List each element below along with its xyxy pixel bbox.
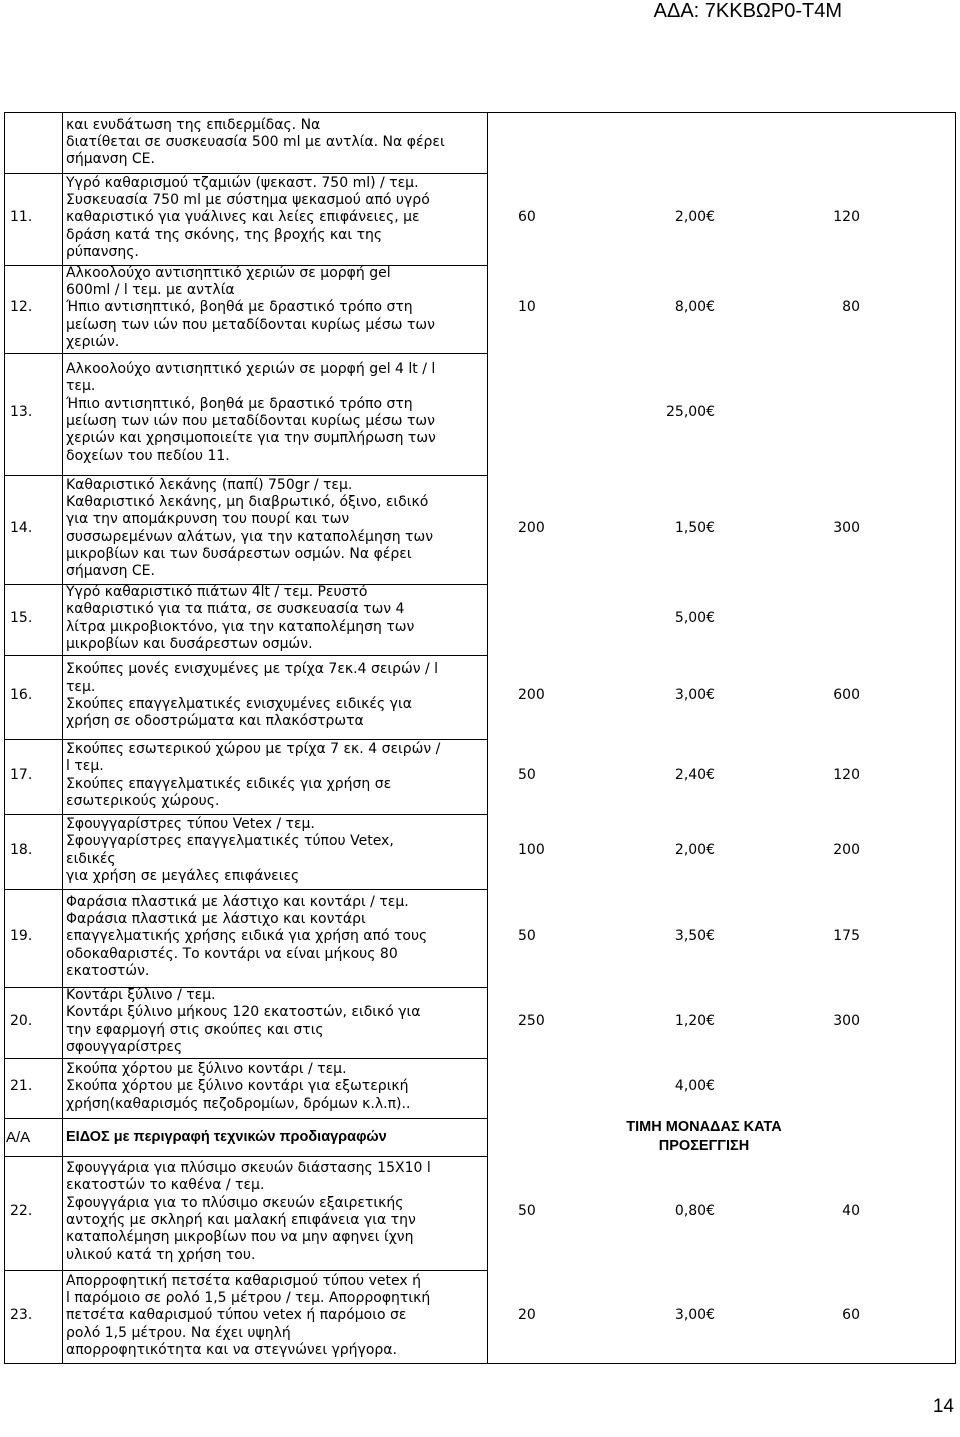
total-cell: 40 <box>842 1203 860 1219</box>
description-line: Ήπιο αντισηπτικό, βοηθά με δραστικό τρόπο στη <box>66 395 413 412</box>
description-line: μείωση των ιών που μεταδίδονται κυρίως μέσω των <box>66 413 435 429</box>
total-cell: 300 <box>833 1012 860 1029</box>
description-line: τεμ. <box>66 678 96 695</box>
description-line: Σφουγγαρίστρες τύπου Vetex / τεμ. <box>66 815 315 832</box>
unit-price-cell: 2,00€ <box>674 209 715 225</box>
quantity-cell: 200 <box>518 687 545 703</box>
description-line: μικροβίων και των δυσάρεστων οσμών. Να φέρει <box>66 545 412 562</box>
description-line: οδοκαθαριστές. Το κοντάρι να είναι μήκους 80 <box>66 945 398 962</box>
description-line: 600ml / l τεμ. με αντλία <box>66 282 235 299</box>
description-line: Καθαριστικό λεκάνης, μη διαβρωτικό, όξινο, ειδικό <box>66 493 429 510</box>
description-line: μείωση των ιών που μεταδίδονται κυρίως μέσω των <box>66 316 435 333</box>
row-divider <box>4 1270 488 1271</box>
header-unit-price <box>606 1118 802 1156</box>
description-line: ειδικές <box>66 850 116 867</box>
description-line: αντοχής με σκληρή και μαλακή επιφάνεια για την <box>66 1212 416 1228</box>
unit-price-cell: 3,50€ <box>674 928 715 944</box>
document-ada-code: ΑΔΑ: 7ΚΚΒΩΡ0-Τ4Μ <box>653 0 842 22</box>
description-line: δράση κατά της σκόνης, της βροχής και της <box>66 226 383 243</box>
description-line: για χρήση σε μεγάλες επιφάνειες <box>66 867 300 884</box>
description-line: Απορροφητική πετσέτα καθαρισμού τύπου vetex ή <box>66 1272 421 1289</box>
description-line: σήμανση CE. <box>66 151 155 168</box>
quantity-cell: 50 <box>518 928 536 944</box>
row-divider <box>4 1118 488 1119</box>
description-line: Συσκευασία 750 ml με σύστημα ψεκασμού από υγρό <box>66 192 430 209</box>
description-line: καταπολέμηση μικροβίων που να μην αφηνει ίχνη <box>66 1229 414 1246</box>
description-line: καθαριστικό για τα πιάτα, σε συσκευασία των 4 <box>66 601 405 618</box>
description-line: μικροβίων και δυσάρεστων οσμών. <box>66 635 313 652</box>
row-number: 23. <box>10 1307 33 1323</box>
quantity-cell: 20 <box>518 1307 536 1323</box>
total-cell: 200 <box>833 841 860 858</box>
unit-price-cell: 0,80€ <box>674 1203 715 1219</box>
description-line: l τεμ. <box>66 758 104 775</box>
description-line: Σφουγγαρίστρες επαγγελματικές τύπου Vetex, <box>66 833 394 850</box>
description-line: Υγρό καθαρισμού τζαμιών (ψεκαστ. 750 ml) / τεμ. <box>66 174 419 191</box>
description-line: απορροφητικότητα και να στεγνώνει γρήγορα. <box>66 1341 397 1358</box>
description-line: χεριών. <box>66 333 120 350</box>
page-number: 14 <box>932 1396 954 1417</box>
header-description: ΕΙΔΟΣ με περιγραφή τεχνικών προδιαγραφών <box>66 1129 387 1145</box>
header-unit-price-line1: ΤΙΜΗ ΜΟΝΑΔΑΣ ΚΑΤΑ <box>626 1119 782 1135</box>
quantity-cell: 60 <box>518 209 536 225</box>
row-divider <box>4 1156 488 1157</box>
unit-price-cell: 5,00€ <box>674 609 715 626</box>
description-line: Σκούπες επαγγελματικές ενισχυμένες ειδικές για <box>66 696 412 712</box>
description-line: Φαράσια πλαστικά με λάστιχο και κοντάρι / τεμ. <box>66 893 409 910</box>
description-line: Αλκοολούχο αντισηπτικό χεριών σε μορφή gel 4 lt / l <box>66 361 436 378</box>
row-divider <box>4 353 488 354</box>
description-line: ρολό 1,5 μέτρου. Να έχει υψηλή <box>66 1324 291 1341</box>
row-divider <box>4 814 488 815</box>
description-line: l παρόμοιο σε ρολό 1,5 μέτρου / τεμ. Απορροφητική <box>66 1290 431 1307</box>
description-line: και ενυδάτωση της επιδερμίδας. Να <box>66 116 321 133</box>
quantity-cell: 50 <box>518 1203 536 1219</box>
row-number: 11. <box>10 209 33 225</box>
quantity-cell: 10 <box>518 299 536 315</box>
quantity-cell: 250 <box>518 1012 545 1029</box>
description-line: εσωτερικούς χώρους. <box>66 792 220 809</box>
total-cell: 80 <box>842 299 860 315</box>
description-line: Σκούπα χόρτου με ξύλινο κοντάρι / τεμ. <box>66 1061 347 1078</box>
description-line: εκατοστών το καθένα / τεμ. <box>66 1177 265 1194</box>
quantity-cell: 100 <box>518 841 545 858</box>
row-number: 21. <box>10 1078 33 1094</box>
total-cell: 300 <box>833 519 860 536</box>
row-number: 13. <box>10 404 33 420</box>
description-line: καθαριστικό για γυάλινες και λείες επιφάνειες, με <box>66 209 420 226</box>
row-number: 20. <box>10 1012 33 1029</box>
row-number: 18. <box>10 841 33 858</box>
unit-price-cell: 25,00€ <box>666 404 715 420</box>
description-line: επαγγελματικής χρήσης ειδικά για χρήση από τους <box>66 928 428 945</box>
quantity-cell: 50 <box>518 766 536 783</box>
description-line: δοχείων του πεδίου 11. <box>66 447 230 464</box>
row-number: 12. <box>10 299 33 315</box>
total-cell: 120 <box>833 766 860 783</box>
description-line: Φαράσια πλαστικά με λάστιχο και κοντάρι <box>66 911 366 928</box>
description-line: χρήση(καθαρισμός πεζοδρομίων, δρόμων κ.λ.π).. <box>66 1095 411 1112</box>
unit-price-cell: 2,00€ <box>674 841 715 858</box>
unit-price-cell: 2,40€ <box>674 766 715 783</box>
description-line: εκατοστών. <box>66 962 150 979</box>
description-line: σήμανση CE. <box>66 563 155 580</box>
row-number: 22. <box>10 1203 33 1219</box>
total-cell: 120 <box>833 209 860 225</box>
description-line: χεριών και χρησιμοποιείτε για την συμπλήρωση των <box>66 430 436 447</box>
unit-price-cell: 4,00€ <box>674 1078 715 1094</box>
row-divider <box>4 1058 488 1059</box>
row-number: 14. <box>10 519 33 536</box>
unit-price-cell: 3,00€ <box>674 1307 715 1323</box>
description-line: διατίθεται σε συσκευασία 500 ml με αντλία. Να φέρει <box>66 133 445 150</box>
description-line: Καθαριστικό λεκάνης (παπί) 750gr / τεμ. <box>66 476 353 493</box>
description-line: Σκούπες μονές ενισχυμένες με τρίχα 7εκ.4 σειρών / l <box>66 661 439 678</box>
description-line: Κοντάρι ξύλινο / τεμ. <box>66 986 216 1003</box>
row-divider <box>4 655 488 656</box>
description-line: την εφαρμογή στις σκούπες και στις <box>66 1021 324 1038</box>
description-line: χρήση σε οδοστρώματα και πλακόστρωτα <box>66 713 364 730</box>
unit-price-cell: 1,20€ <box>674 1012 715 1029</box>
description-line: σφουγγαρίστρες <box>66 1038 183 1055</box>
description-line: Σφουγγάρια για πλύσιμο σκευών διάστασης 15Χ10 l <box>66 1160 431 1177</box>
description-line: για την απομάκρυνση του πουρί και των <box>66 511 350 528</box>
description-line: Σκούπες εσωτερικού χώρου με τρίχα 7 εκ. 4 σειρών / <box>66 740 441 757</box>
description-line: Υγρό καθαριστικό πιάτων 4lt / τεμ. Ρευστό <box>66 583 368 600</box>
description-line: Ήπιο αντισηπτικό, βοηθά με δραστικό τρόπο στη <box>66 299 413 316</box>
description-line: Σφουγγάρια για το πλύσιμο σκευών εξαιρετικής <box>66 1194 404 1211</box>
total-cell: 175 <box>833 928 860 944</box>
row-number: 16. <box>10 687 33 703</box>
description-line: Κοντάρι ξύλινο μήκους 120 εκατοστών, ειδικό για <box>66 1004 421 1021</box>
total-cell: 600 <box>833 687 860 703</box>
row-number: 15. <box>10 609 33 626</box>
description-line: συσσωρεμένων αλάτων, για την καταπολέμηση των <box>66 528 434 545</box>
description-line: Σκούπες επαγγελματικές ειδικές για χρήση σε <box>66 775 392 792</box>
unit-price-cell: 8,00€ <box>674 299 715 315</box>
description-line: πετσέτα καθαρισμού τύπου vetex ή παρόμοιο σε <box>66 1307 407 1324</box>
description-line: Αλκοολούχο αντισηπτικό χεριών σε μορφή gel <box>66 264 391 281</box>
description-line: τεμ. <box>66 378 96 395</box>
description-line: λίτρα μικροβιοκτόνο, για την καταπολέμηση των <box>66 618 415 635</box>
description-line: ρύπανσης. <box>66 243 139 260</box>
row-divider <box>4 739 488 740</box>
row-divider <box>4 889 488 890</box>
unit-price-cell: 1,50€ <box>674 519 715 536</box>
header-aa: Α/Α <box>6 1129 31 1146</box>
row-number: 17. <box>10 766 33 783</box>
unit-price-cell: 3,00€ <box>674 687 715 703</box>
row-number: 19. <box>10 928 33 944</box>
total-cell: 60 <box>842 1307 860 1323</box>
description-line: υλικού κατά τη χρήση του. <box>66 1246 256 1263</box>
quantity-cell: 200 <box>518 519 545 536</box>
description-line: Σκούπα χόρτου με ξύλινο κοντάρι για εξωτερική <box>66 1078 409 1095</box>
header-unit-price-line2: ΠΡΟΣΕΓΓΙΣΗ <box>658 1138 750 1154</box>
table-right-frame <box>488 112 956 1364</box>
